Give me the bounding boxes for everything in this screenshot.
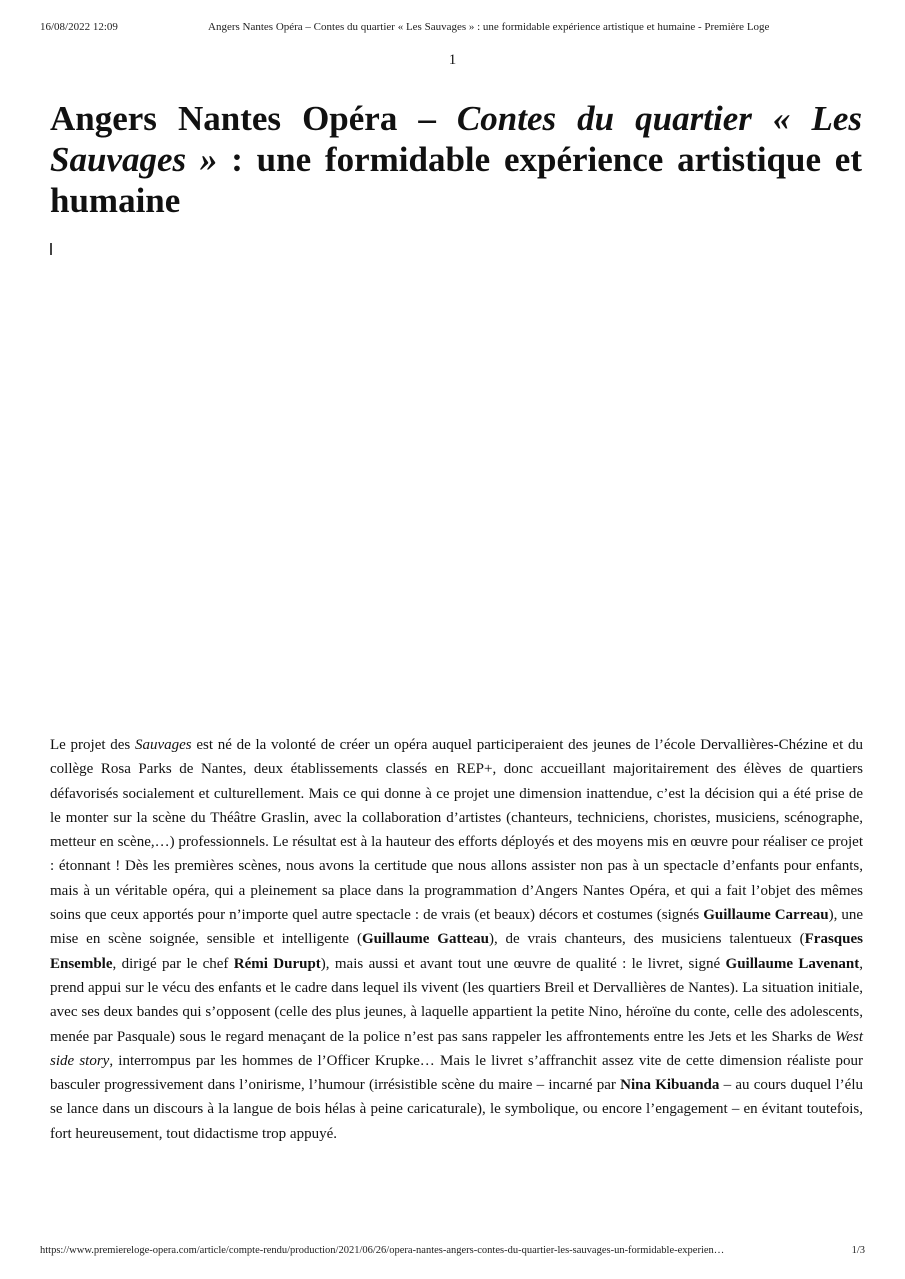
- body-text: ), mais aussi et avant tout une œuvre de qualité : le livret, signé: [320, 955, 726, 972]
- person-name: Rémi Durupt: [233, 955, 321, 972]
- article-body: [50, 733, 863, 1146]
- body-text: , prend appui sur le vécu des enfants et le cadre dans lequel ils vivent (les quartiers Breil et Dervallières de Nantes). La situation initiale, avec ses deux bandes qui s’opposent (celle des plus jeunes, à laquelle appartient la petite Nino, héroïne du conte, celle des adolescents, menée par Pasquale) sous le regard menaçant de la police n’est pas sans rappeler les affrontements entre les Jets et les Sharks de: [50, 955, 863, 1045]
- body-text: , interrompus par les hommes de l’Officer Krupke… Mais le livret s’affranchit assez vite de cette dimension réaliste pour basculer progressivement dans l’onirisme, l’humour (irrésistible scène du maire – incarné par: [50, 1052, 863, 1094]
- body-text: Le projet des: [50, 737, 135, 753]
- article-title-italic: Contes du quartier « Les Sauvages »: [50, 99, 862, 179]
- print-document-title: Angers Nantes Opéra – Contes du quartier « Les Sauvages » : une formidable expérience artistique et humaine - Première Loge: [208, 21, 770, 33]
- print-url: https://www.premiereloge-opera.com/article/compte-rendu/production/2021/06/26/opera-nantes-angers-contes-du-quartier-les-sauvages-un-formidable-experien…: [40, 1245, 725, 1256]
- body-text: est né de la volonté de créer un opéra auquel participeraient des jeunes de l’école Dervallières-Chézine et du collège Rosa Parks de Nantes, deux établissements classés en REP+, donc accueillant majoritairement des élèves de quartiers défavorisés socialement et culturellement. Mais ce qui donne à ce projet une dimension inattendue, c’est la décision qui a été prise de le monter sur la scène du Théâtre Graslin, avec la collaboration d’artistes (chanteurs, techniciens, choristes, musiciens, scénographe, metteur en scène,…) professionnels. Le résultat est à la hauteur des efforts déployés et des moyens mis en œuvre pour réaliser ce projet : étonnant ! Dès les premières scènes, nous avons la certitude que nous allons assister non pas à un spectacle d’enfants pour enfants, mais à un véritable opéra, qui a pleinement sa place dans la programmation d’Angers Nantes Opéra, et qui a fait l’objet des mêmes soins que ceux apportés pour n’importe quel autre spectacle : de vrais (et beaux) décors et costumes (signés: [50, 737, 863, 924]
- person-name: Frasques Ensemble: [50, 931, 863, 972]
- work-title: Sauvages: [134, 737, 192, 753]
- article-title-part1: Angers Nantes Opéra –: [50, 99, 457, 138]
- body-text: , dirigé par le chef: [112, 955, 234, 972]
- person-name: Nina Kibuanda: [620, 1077, 720, 1094]
- body-text: – au cours duquel l’élu se lance dans un discours à la langue de bois hélas à peine caricaturale), le symbolique, ou encore l’engagement – en évitant toutefois, fort heureusement, tout didactisme trop appuyé.: [50, 1077, 863, 1142]
- body-text: ), une mise en scène soignée, sensible et intelligente (: [50, 907, 863, 948]
- print-datetime: 16/08/2022 12:09: [40, 21, 118, 33]
- page-number: 1: [448, 52, 457, 68]
- print-pager: 1/3: [851, 1245, 865, 1256]
- work-title: West side story: [50, 1028, 863, 1069]
- person-name: Guillaume Carreau: [703, 907, 829, 924]
- person-name: Guillaume Lavenant: [725, 955, 860, 972]
- article-title: [50, 98, 862, 221]
- body-text: ), de vrais chanteurs, des musiciens talentueux (: [488, 931, 805, 948]
- article-title-part2: : une formidable expérience artistique et humaine: [50, 140, 863, 220]
- image-placeholder: [50, 243, 52, 255]
- person-name: Guillaume Gatteau: [361, 931, 489, 948]
